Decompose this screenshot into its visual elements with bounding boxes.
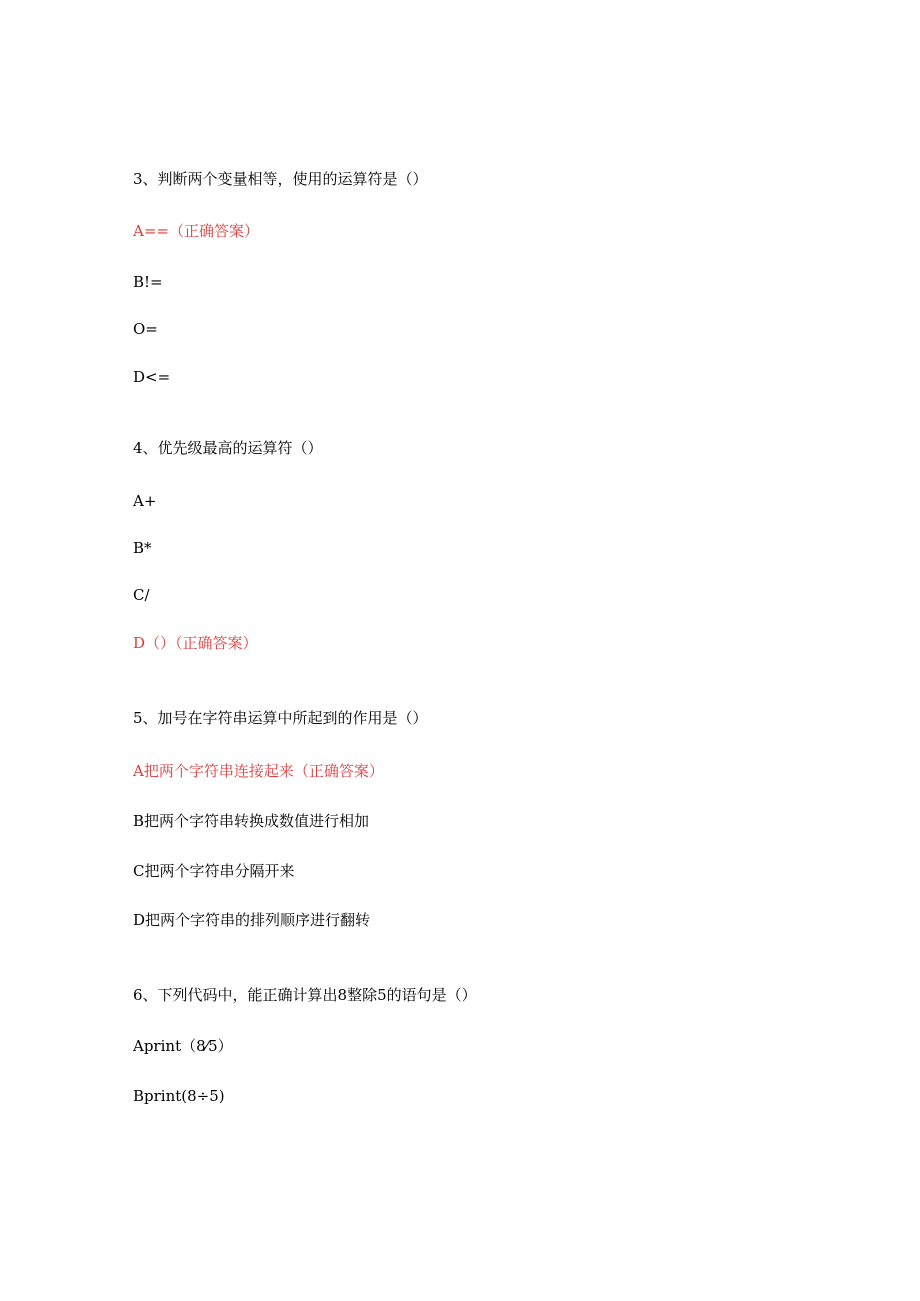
question-6-option-a: Aprint（8⁄5） xyxy=(133,1037,233,1055)
question-4-option-b: B* xyxy=(133,539,152,557)
question-3-option-b: B!= xyxy=(133,273,163,291)
question-5-option-a-correct: A把两个字符串连接起来（正确答案） xyxy=(133,762,384,780)
question-6-option-b: Bprint(8÷5) xyxy=(133,1087,225,1105)
question-3-option-d: D<= xyxy=(133,368,171,386)
question-4-option-a: A+ xyxy=(133,492,157,510)
question-3-prompt: 3、判断两个变量相等，使用的运算符是（） xyxy=(133,170,428,188)
question-5-prompt: 5、加号在字符串运算中所起到的作用是（） xyxy=(133,709,428,727)
question-3-option-c: O= xyxy=(133,320,158,338)
question-5-option-b: B把两个字符串转换成数值进行相加 xyxy=(133,812,370,830)
question-5-option-c: C把两个字符串分隔开来 xyxy=(133,862,295,880)
question-4-prompt: 4、优先级最高的运算符（） xyxy=(133,439,323,457)
question-4-option-d-correct: D（）（正确答案） xyxy=(133,634,258,652)
question-4-option-c: C/ xyxy=(133,586,150,604)
question-5-option-d: D把两个字符串的排列顺序进行翻转 xyxy=(133,911,371,929)
question-3-option-a-correct: A==（正确答案） xyxy=(133,222,259,240)
question-6-prompt: 6、下列代码中，能正确计算出8整除5的语句是（） xyxy=(133,986,477,1004)
